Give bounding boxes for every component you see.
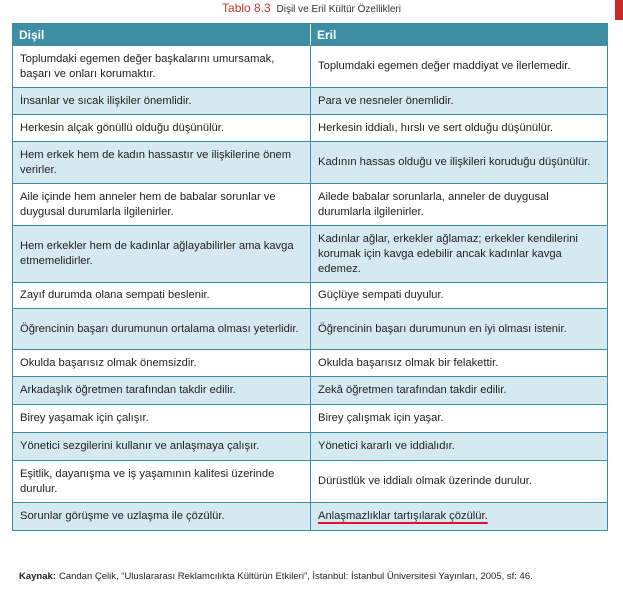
table-row — [13, 183, 607, 225]
cell-dishil: Birey yaşamak için çalışır. — [13, 405, 310, 432]
table-row — [13, 308, 607, 349]
table-row — [13, 432, 607, 460]
table-row — [13, 282, 607, 308]
table-row — [13, 460, 607, 502]
header-dishil: Dişil — [19, 27, 45, 42]
cell-eril: Para ve nesneler önemlidir. — [310, 88, 607, 114]
cell-eril: Kadının hassas olduğu ve ilişkileri koruduğu düşünülür. — [310, 142, 607, 183]
header-eril: Eril — [310, 24, 607, 45]
cell-dishil: Eşitlik, dayanışma ve iş yaşamının kalitesi üzerinde durulur. — [13, 461, 310, 502]
cell-dishil: Toplumdaki egemen değer başkalarını umursamak, başarı ve onları korumaktır. — [13, 46, 310, 87]
cell-dishil: Okulda başarısız olmak önemsizdir. — [13, 350, 310, 376]
table-row — [13, 349, 607, 376]
source-citation — [19, 571, 533, 582]
table-row — [13, 45, 607, 87]
table-number: Tablo 8.3 — [222, 1, 271, 15]
source-label: Kaynak: — [19, 571, 56, 582]
cell-dishil: Yönetici sezgilerini kullanır ve anlaşmaya çalışır. — [13, 433, 310, 460]
cell-dishil: Hem erkek hem de kadın hassastır ve ilişkilerine önem verirler. — [13, 142, 310, 183]
cell-dishil: Arkadaşlık öğretmen tarafından takdir edilir. — [13, 377, 310, 404]
cell-dishil: Sorunlar görüşme ve uzlaşma ile çözülür. — [13, 503, 310, 530]
cell-eril: Toplumdaki egemen değer maddiyat ve ilerlemedir. — [310, 46, 607, 87]
cell-eril: Dürüstlük ve iddialı olmak üzerinde durulur. — [310, 461, 607, 502]
cell-eril: Kadınlar ağlar, erkekler ağlamaz; erkekler kendilerini korumak için kavga edebilir ancak kadınlar kavga edemez. — [310, 226, 607, 282]
table-row — [13, 502, 607, 530]
table-caption — [0, 1, 623, 15]
cell-dishil: Zayıf durumda olana sempati beslenir. — [13, 283, 310, 308]
cell-eril: Birey çalışmak için yaşar. — [310, 405, 607, 432]
cell-dishil: İnsanlar ve sıcak ilişkiler önemlidir. — [13, 88, 310, 114]
table-row — [13, 376, 607, 404]
cell-dishil: Aile içinde hem anneler hem de babalar sorunlar ve duygusal durumlarla ilgilenirler. — [13, 184, 310, 225]
source-text: Candan Çelik, “Uluslararası Reklamcılıkta Kültürün Etkileri”, İstanbul: İstanbul Üniversitesi Yayınları, 2005, sf: 46. — [58, 571, 533, 582]
table-header — [13, 24, 607, 45]
table-row — [13, 87, 607, 114]
cell-dishil: Hem erkekler hem de kadınlar ağlayabilirler ama kavga etmemelidirler. — [13, 226, 310, 282]
cell-eril: Zekâ öğretmen tarafından takdir edilir. — [310, 377, 607, 404]
cell-eril: Öğrencinin başarı durumunun en iyi olması istenir. — [310, 309, 607, 349]
cell-dishil: Herkesin alçak gönüllü olduğu düşünülür. — [13, 115, 310, 141]
page-corner-mark — [615, 0, 623, 20]
cell-eril: Yönetici kararlı ve iddialıdır. — [310, 433, 607, 460]
cell-eril: Okulda başarısız olmak bir felakettir. — [310, 350, 607, 376]
cell-eril: Herkesin iddialı, hırslı ve sert olduğu düşünülür. — [310, 115, 607, 141]
table-title: Dişil ve Eril Kültür Özellikleri — [276, 4, 401, 15]
cell-eril — [310, 503, 607, 530]
comparison-table — [12, 23, 608, 531]
cell-dishil: Öğrencinin başarı durumunun ortalama olması yeterlidir. — [13, 309, 310, 349]
table-row — [13, 141, 607, 183]
table-row — [13, 114, 607, 141]
table-row — [13, 225, 607, 282]
cell-eril: Ailede babalar sorunlarla, anneler de duygusal durumlarla ilgilenirler. — [310, 184, 607, 225]
table-row — [13, 404, 607, 432]
cell-eril: Güçlüye sempati duyulur. — [310, 283, 607, 308]
underlined-text: Anlaşmazlıklar tartışılarak çözülür. — [318, 510, 488, 522]
